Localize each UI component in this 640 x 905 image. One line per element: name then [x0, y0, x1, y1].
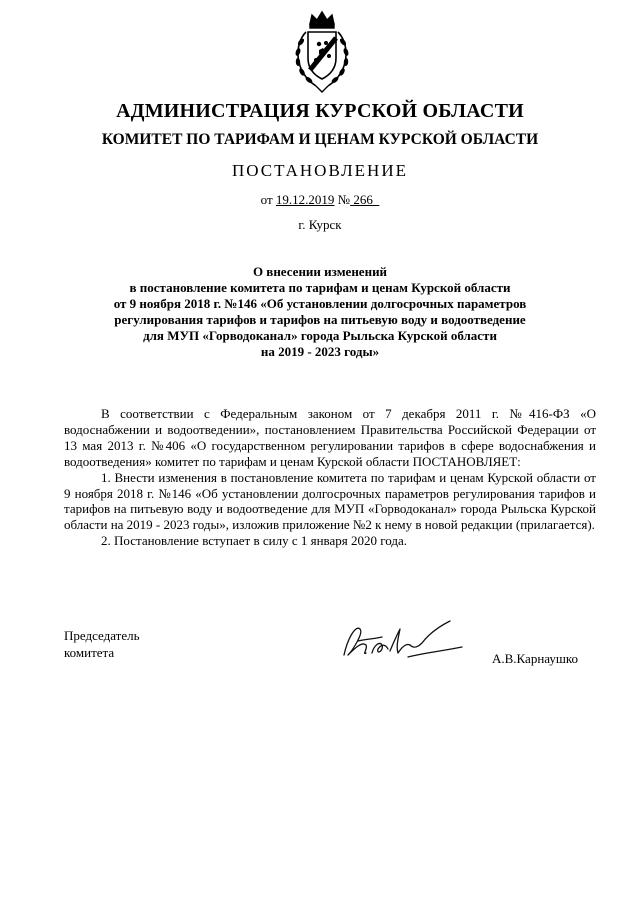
title-line: от 9 ноября 2018 г. №146 «Об установлении долгосрочных параметров — [113, 296, 527, 311]
number-prefix: № — [337, 192, 351, 207]
signatory-name: А.В.Карнаушко — [492, 651, 579, 666]
document-city: г. Курск — [298, 217, 342, 232]
committee-name: КОМИТЕТ ПО ТАРИФАМ И ЦЕНАМ КУРСКОЙ ОБЛАСТИ — [101, 131, 539, 148]
document-date-number — [0, 192, 640, 208]
resolution-item-2: 2. Постановление вступает в силу с 1 января 2020 года. — [101, 533, 408, 549]
signatory-title-line: комитета — [64, 645, 115, 660]
document-title — [0, 264, 640, 360]
document-date: 19.12.2019 — [275, 192, 335, 207]
signatory-title — [64, 627, 140, 661]
document-body — [64, 406, 596, 549]
title-line: О внесении изменений — [252, 264, 388, 279]
resolution-item-1: 1. Внести изменения в постановление комитета по тарифам и ценам Курской области от 9 ноября 2018 г. №146 «Об установлении долгосрочных параметров регулирования тарифов и тарифов на питьевую воду и водоотведение для МУП «Горводоканал» города Рыльска Курской области на 2019 - 2023 годы», изложив приложение №2 к нему в новой редакции (прилагается). — [64, 469, 596, 533]
org-name: АДМИНИСТРАЦИЯ КУРСКОЙ ОБЛАСТИ — [116, 100, 524, 122]
title-line: на 2019 - 2023 годы» — [260, 344, 380, 359]
title-line: для МУП «Горводоканал» города Рыльска Курской области — [143, 328, 497, 343]
title-line: в постановление комитета по тарифам и ценам Курской области — [129, 280, 511, 295]
title-line: регулирования тарифов и тарифов на питьевую воду и водоотведение — [114, 312, 526, 327]
signature-icon — [338, 615, 468, 667]
document-type: ПОСТАНОВЛЕНИЕ — [231, 161, 408, 180]
coat-of-arms-icon — [292, 10, 352, 94]
preamble-paragraph: В соответствии с Федеральным законом от 7 декабря 2011 г. №416-ФЗ «О водоснабжении и водоотведении», постановлением Правительства Российской Федерации от 13 мая 2013 г. №406 «О государственном регулировании тарифов в сфере водоснабжения и водоотведения» комитет по тарифам и ценам Курской области ПОСТАНОВЛЯЕТ: — [64, 406, 596, 469]
document-number: 266 — [353, 192, 373, 207]
signatory-title-line: Председатель — [64, 628, 140, 643]
date-prefix: от — [260, 192, 273, 207]
